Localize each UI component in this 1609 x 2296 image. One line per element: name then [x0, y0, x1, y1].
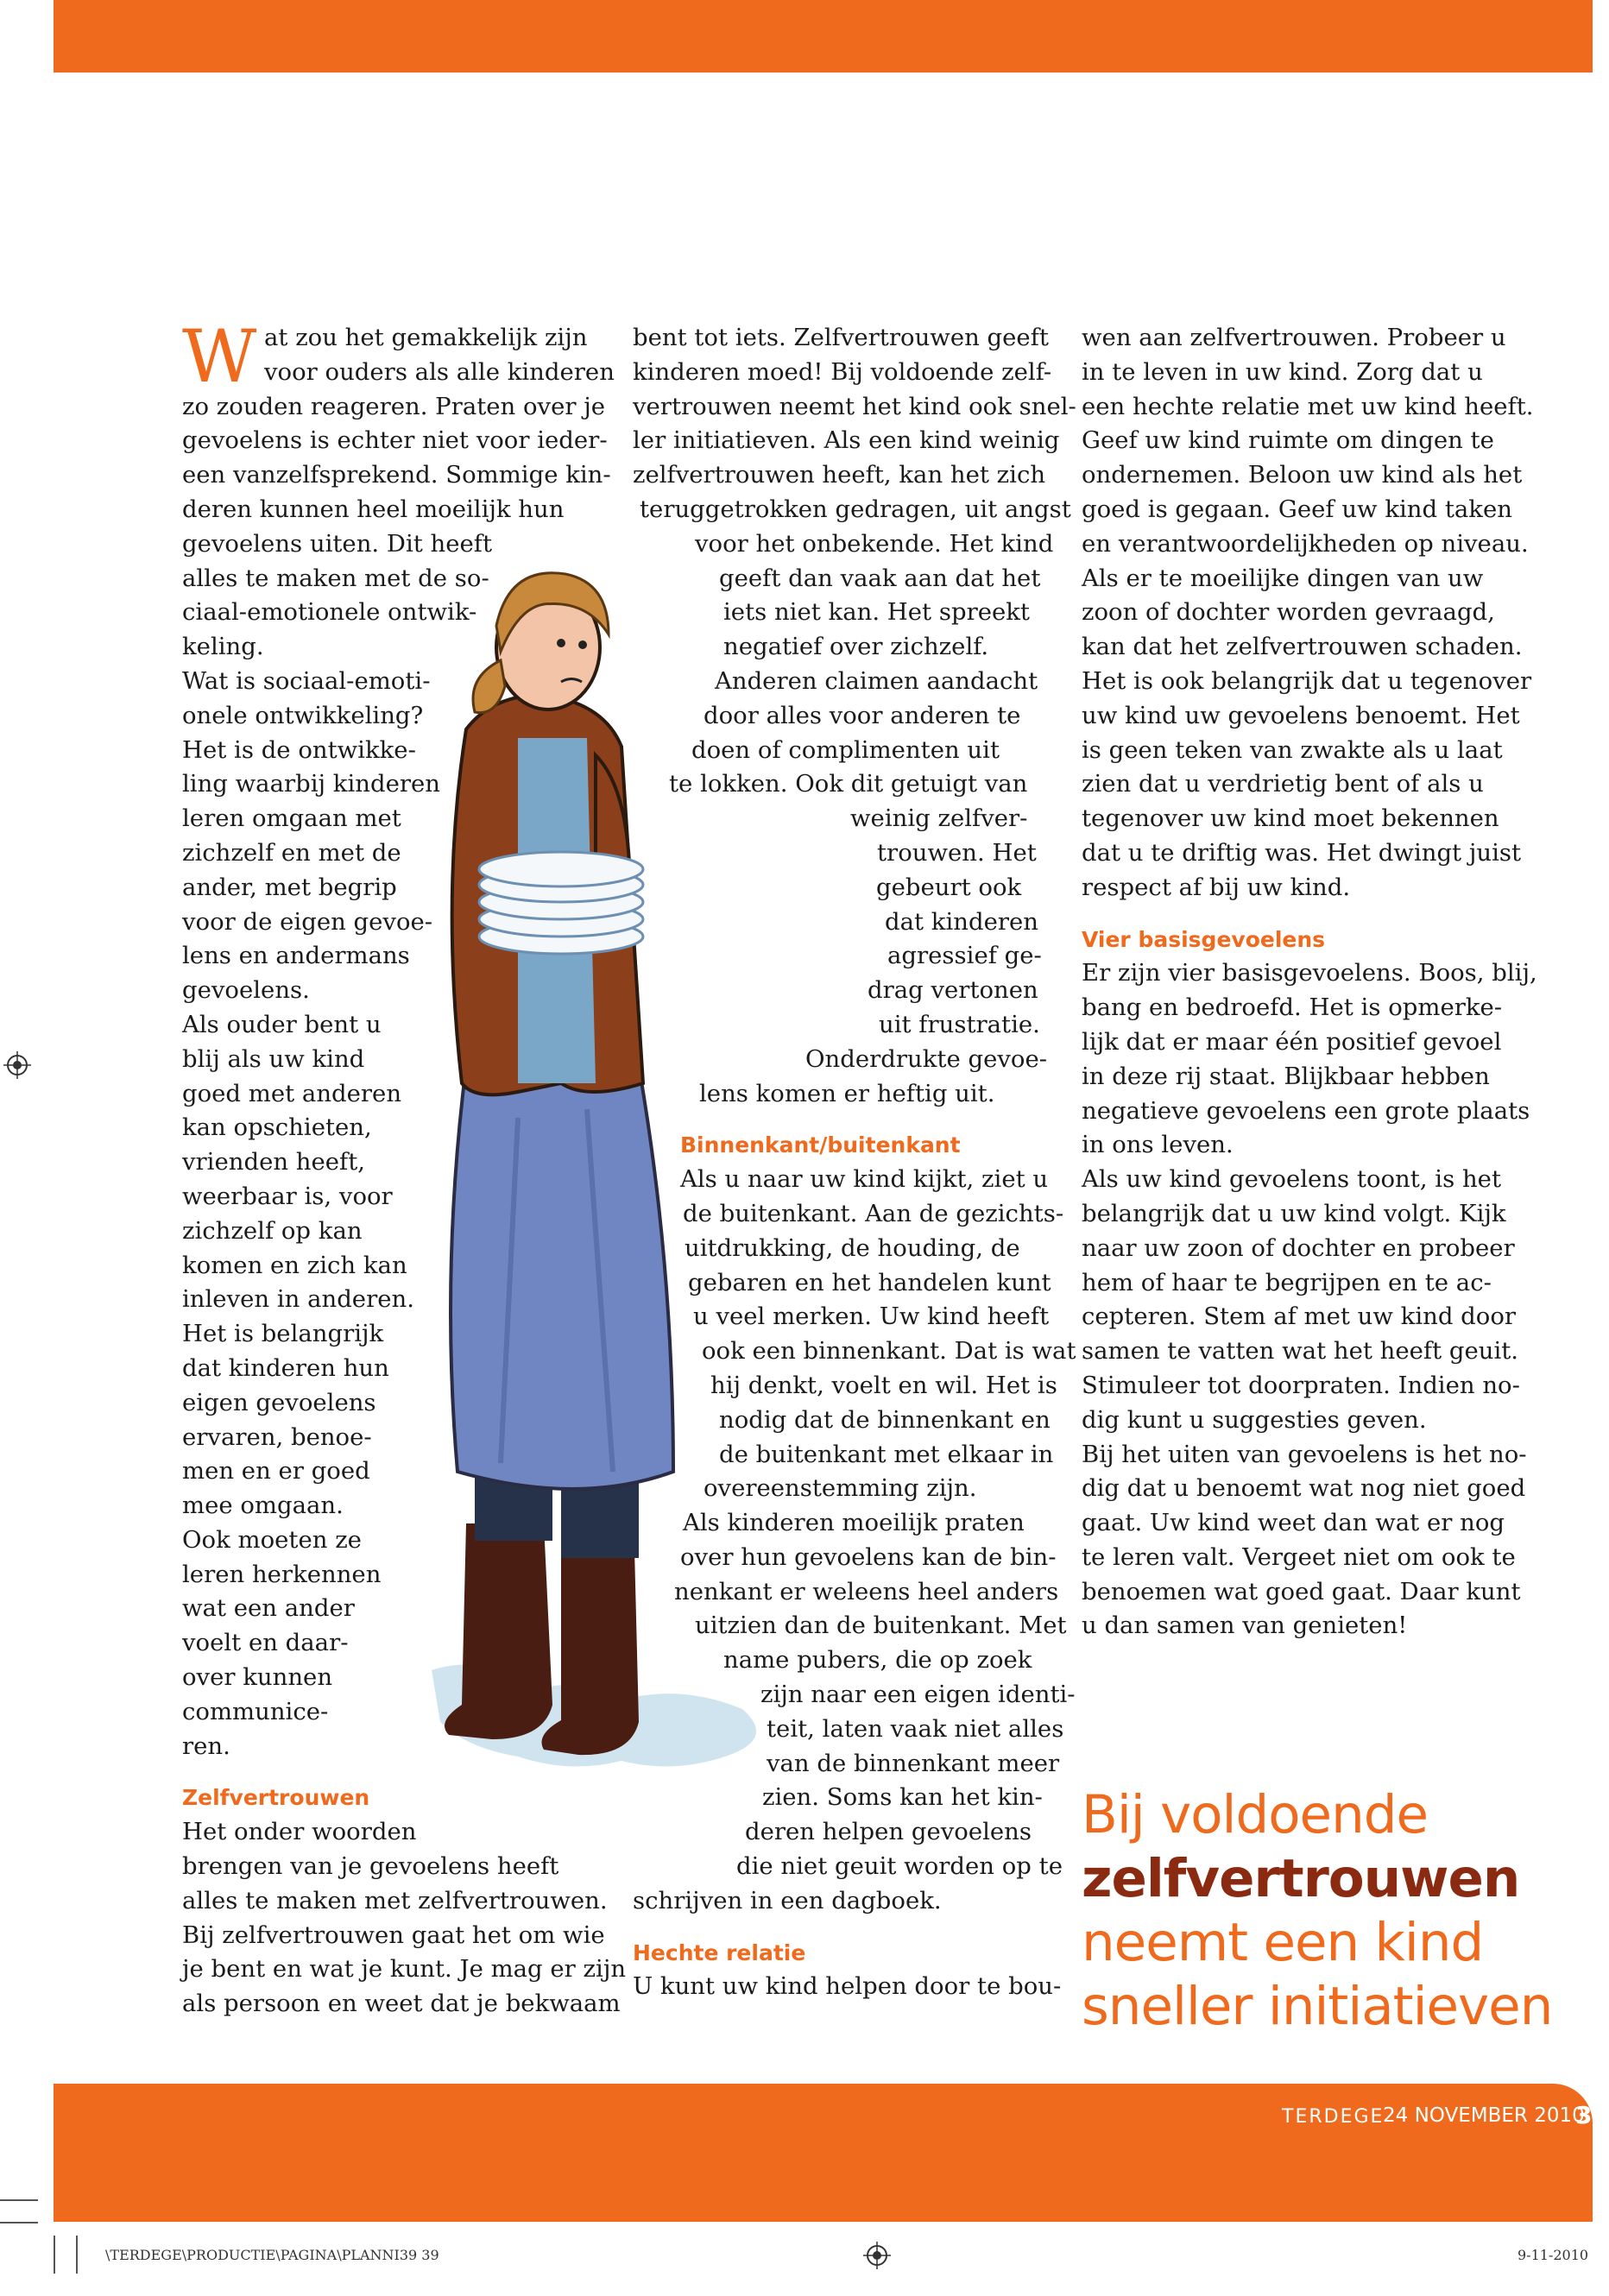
col3-line: Het is ook belangrijk dat u tegenover — [1082, 666, 1532, 695]
col1-line: men en er goed — [182, 1457, 370, 1485]
col1-line: goed met anderen — [182, 1079, 402, 1107]
col3-line: samen te vatten wat het heeft geuit. — [1082, 1337, 1519, 1366]
col2-line: lens komen er heftig uit. — [699, 1079, 995, 1107]
col3-line: lijk dat er maar één positief gevoel — [1082, 1027, 1502, 1056]
col3-line: dig dat u benoemt wat nog niet goed — [1082, 1474, 1526, 1503]
col2-line: u veel merken. Uw kind heeft — [693, 1303, 1050, 1331]
heading-zelfvertrouwen: Zelfvertrouwen — [182, 1785, 370, 1811]
col2-line: vertrouwen neemt het kind ook snel- — [633, 392, 1076, 420]
col2-line: gebeurt ook — [876, 873, 1022, 901]
heading-binnenkant-buitenkant: Binnenkant/buitenkant — [680, 1132, 961, 1158]
col3-line: te leren valt. Vergeet niet om ook te — [1082, 1542, 1516, 1571]
col1-line: onele ontwikkeling? — [182, 701, 424, 729]
col1-line: zichzelf en met de — [182, 838, 401, 867]
col1-line: Het is de ontwikke- — [182, 735, 416, 764]
col1-line: dat kinderen hun — [182, 1353, 389, 1382]
col2-line: uitdrukking, de houding, de — [685, 1233, 1020, 1262]
col1-line: zo zouden reageren. Praten over je — [182, 392, 606, 420]
col3-line: belangrijk dat u uw kind volgt. Kijk — [1082, 1199, 1506, 1227]
col1-line: als persoon en weet dat je bekwaam — [182, 1990, 621, 2018]
col2-line: ler initiatieven. Als een kind weinig — [633, 426, 1060, 455]
col1-line: kan opschieten, — [182, 1113, 372, 1142]
col2-line: overeenstemming zijn. — [704, 1474, 977, 1503]
col2-line: Onderdrukte gevoe- — [805, 1044, 1048, 1073]
top-color-bar — [54, 0, 1593, 73]
col2-line: die niet geuit worden op te — [736, 1852, 1063, 1881]
col2-line: deren helpen gevoelens — [745, 1818, 1032, 1846]
col2-line: nodig dat de binnenkant en — [719, 1405, 1051, 1434]
col1-line: je bent en wat je kunt. Je mag er zijn — [182, 1955, 627, 1984]
col2-line: gebaren en het handelen kunt — [688, 1268, 1051, 1296]
col3-line: goed is gegaan. Geef uw kind taken — [1082, 495, 1512, 523]
col2-line: van de binnenkant meer — [767, 1749, 1060, 1777]
col1-line: vrienden heeft, — [182, 1148, 366, 1176]
col2-line: bent tot iets. Zelfvertrouwen geeft — [633, 324, 1049, 351]
col1-line: gevoelens is echter niet voor ieder- — [182, 426, 608, 455]
heading-vier-basisgevoelens: Vier basisgevoelens — [1082, 926, 1326, 952]
col1-line: alles te maken met de so- — [182, 564, 489, 592]
col3-line: cepteren. Stem af met uw kind door — [1082, 1303, 1517, 1331]
col2-line: de buitenkant met elkaar in — [719, 1440, 1054, 1468]
col1-line: brengen van je gevoelens heeft — [182, 1852, 559, 1881]
col2-line: Anderen claimen aandacht — [715, 666, 1038, 695]
col3-line: zoon of dochter worden gevraagd, — [1082, 598, 1495, 627]
col1-line: Bij zelfvertrouwen gaat het om wie — [182, 1921, 605, 1949]
col2-line: zien. Soms kan het kin- — [762, 1783, 1043, 1812]
col3-line: Er zijn vier basisgevoelens. Boos, blij, — [1082, 959, 1537, 987]
col1-line: Wat is sociaal-emoti- — [182, 666, 431, 695]
col2-line: over hun gevoelens kan de bin- — [680, 1542, 1057, 1571]
col1-line: gevoelens uiten. Dit heeft — [182, 529, 493, 558]
col1-line: inleven in anderen. — [182, 1285, 414, 1314]
col3-line: in te leven in uw kind. Zorg dat u — [1082, 357, 1483, 386]
footer-date: 24 NOVEMBER 2010 — [1383, 2104, 1585, 2127]
pull-quote-line: sneller initiatieven — [1082, 1976, 1553, 2037]
col2-line: U kunt uw kind helpen door te bou- — [633, 1972, 1062, 2001]
col1-line: ervaren, benoe- — [182, 1422, 372, 1451]
col1-line: Ook moeten ze — [182, 1525, 362, 1554]
col3-line: Bij het uiten van gevoelens is het no- — [1082, 1440, 1527, 1468]
col2-line: te lokken. Ook dit getuigt van — [669, 770, 1028, 798]
col1-line: blij als uw kind — [182, 1044, 365, 1073]
col1-line: gevoelens. — [182, 976, 310, 1005]
col2-line: teit, laten vaak niet alles — [767, 1714, 1064, 1743]
column-2 — [633, 321, 1076, 2004]
col2-line: teruggetrokken gedragen, uit angst — [640, 495, 1071, 523]
drop-cap: W — [182, 314, 257, 399]
col3-line: negatieve gevoelens een grote plaats — [1082, 1096, 1530, 1125]
col2-line: doen of complimenten uit — [691, 735, 1000, 764]
trim-mark — [76, 2236, 78, 2274]
registration-mark-icon — [3, 1051, 31, 1079]
col1-line: wat een ander — [182, 1594, 355, 1623]
col1-line: over kunnen — [182, 1663, 333, 1692]
col3-line: benoemen wat goed gaat. Daar kunt — [1082, 1577, 1521, 1605]
col2-line: schrijven in een dagboek. — [633, 1886, 942, 1914]
col3-line: in deze rij staat. Blijkbaar hebben — [1082, 1062, 1490, 1090]
col1-line: keling. — [182, 633, 264, 661]
bottom-color-bar — [54, 2084, 1593, 2222]
col1-line: mee omgaan. — [182, 1492, 344, 1520]
col3-line: respect af bij uw kind. — [1082, 873, 1351, 901]
col2-line: geeft dan vaak aan dat het — [719, 564, 1041, 592]
col1-line: communice- — [182, 1697, 329, 1725]
col1-line: voor de eigen gevoe- — [182, 907, 433, 936]
col2-line: de buitenkant. Aan de gezichts- — [683, 1199, 1064, 1227]
col2-line: kinderen moed! Bij voldoende zelf- — [633, 357, 1052, 386]
col2-line: door alles voor anderen te — [704, 701, 1021, 729]
trim-mark — [0, 2222, 38, 2223]
col1-line: komen en zich kan — [182, 1251, 407, 1279]
footer-brand: TERDEGE — [1282, 2106, 1385, 2128]
col2-line: ook een binnenkant. Dat is wat — [702, 1337, 1076, 1366]
col1-line: leren herkennen — [182, 1560, 382, 1588]
col2-line: drag vertonen — [868, 976, 1038, 1005]
heading-hechte-relatie: Hechte relatie — [633, 1940, 806, 1965]
col3-line: zien dat u verdrietig bent of als u — [1082, 770, 1484, 798]
col2-line: hij denkt, voelt en wil. Het is — [710, 1371, 1057, 1399]
col3-line: wen aan zelfvertrouwen. Probeer u — [1082, 324, 1506, 351]
col1-line: deren kunnen heel moeilijk hun — [182, 495, 565, 523]
col2-line: name pubers, die op zoek — [723, 1646, 1032, 1675]
col1-line: zichzelf op kan — [182, 1216, 363, 1245]
col2-line: uitzien dan de buitenkant. Met — [695, 1612, 1067, 1640]
col1-line: leren omgaan met — [182, 804, 401, 833]
col1-line: alles te maken met zelfvertrouwen. — [182, 1886, 608, 1914]
col3-line: hem of haar te begrijpen en te ac- — [1082, 1268, 1492, 1296]
col2-line: weinig zelfver- — [850, 804, 1028, 833]
col2-line: dat kinderen — [885, 907, 1038, 936]
col2-line: trouwen. Het — [877, 838, 1037, 867]
column-1 — [182, 314, 627, 2022]
col1-line: ren. — [182, 1731, 230, 1760]
col3-line: in ons leven. — [1082, 1131, 1234, 1159]
pull-quote-line: neemt een kind — [1082, 1912, 1484, 1973]
slug-date: 9-11-2010 — [1518, 2247, 1589, 2263]
col3-line: uw kind uw gevoelens benoemt. Het — [1082, 701, 1520, 729]
col3-line: is geen teken van zwakte als u laat — [1082, 735, 1503, 764]
col2-line: uit frustratie. — [879, 1010, 1040, 1038]
col3-line: Als er te moeilijke dingen van uw — [1082, 564, 1484, 592]
col1-line: ling waarbij kinderen — [182, 770, 440, 798]
col2-line: zelfvertrouwen heeft, kan het zich — [633, 461, 1046, 489]
col2-line: negatief over zichzelf. — [723, 633, 989, 661]
col2-line: iets niet kan. Het spreekt — [723, 598, 1030, 627]
col1-line: weerbaar is, voor — [182, 1182, 393, 1210]
page-number: 39 — [1575, 2101, 1609, 2129]
col3-line: dat u te driftig was. Het dwingt juist — [1082, 838, 1522, 867]
col1-line: voor ouders als alle kinderen — [264, 357, 615, 386]
column-3 — [1082, 321, 1565, 1643]
col2-line: Als u naar uw kind kijkt, ziet u — [680, 1165, 1049, 1194]
col2-line: zijn naar een eigen identi- — [760, 1681, 1076, 1709]
col2-line: voor het onbekende. Het kind — [695, 529, 1054, 558]
pull-quote-emphasis: zelfvertrouwen — [1082, 1848, 1520, 1909]
col2-line: nenkant er weleens heel anders — [674, 1577, 1059, 1605]
col3-line: tegenover uw kind moet bekennen — [1082, 804, 1499, 833]
col3-line: bang en bedroefd. Het is opmerke- — [1082, 993, 1503, 1022]
pull-quote-line: Bij voldoende — [1082, 1784, 1428, 1845]
col3-line: Stimuleer tot doorpraten. Indien no- — [1082, 1371, 1520, 1399]
col2-line: agressief ge- — [887, 942, 1042, 970]
col1-line: Het is belangrijk — [182, 1320, 384, 1348]
col1-line: Het onder woorden — [182, 1818, 417, 1846]
pull-quote — [1082, 1783, 1565, 2039]
col3-line: Geef uw kind ruimte om dingen te — [1082, 426, 1494, 455]
col1-line: ciaal-emotionele ontwik- — [182, 598, 477, 627]
trim-mark — [0, 2199, 38, 2201]
col1-line: lens en andermans — [182, 942, 410, 970]
col1-line: voelt en daar- — [182, 1629, 349, 1657]
col2-line: Als kinderen moeilijk praten — [683, 1509, 1025, 1537]
col1-line: een vanzelfsprekend. Sommige kin- — [182, 461, 611, 489]
col3-line: gaat. Uw kind weet dan wat er nog — [1082, 1509, 1505, 1537]
col3-line: en verantwoordelijkheden op niveau. — [1082, 529, 1529, 558]
slug-path: \TERDEGE\PRODUCTIE\PAGINA\PLANNI39 39 — [105, 2247, 439, 2263]
col1-line: at zou het gemakkelijk zijn — [264, 324, 588, 351]
col1-line: ander, met begrip — [182, 873, 397, 901]
trim-mark — [54, 2236, 55, 2274]
col3-line: naar uw zoon of dochter en probeer — [1082, 1233, 1515, 1262]
col3-line: Als uw kind gevoelens toont, is het — [1082, 1165, 1501, 1194]
col3-line: een hechte relatie met uw kind heeft. — [1082, 392, 1534, 420]
col3-line: u dan samen van genieten! — [1082, 1612, 1408, 1640]
col3-line: ondernemen. Beloon uw kind als het — [1082, 461, 1523, 489]
registration-mark-icon — [863, 2242, 891, 2269]
col1-line: eigen gevoelens — [182, 1388, 376, 1416]
col1-line: Als ouder bent u — [182, 1010, 382, 1038]
col3-line: kan dat het zelfvertrouwen schaden. — [1082, 633, 1523, 661]
col3-line: dig kunt u suggesties geven. — [1082, 1405, 1427, 1434]
